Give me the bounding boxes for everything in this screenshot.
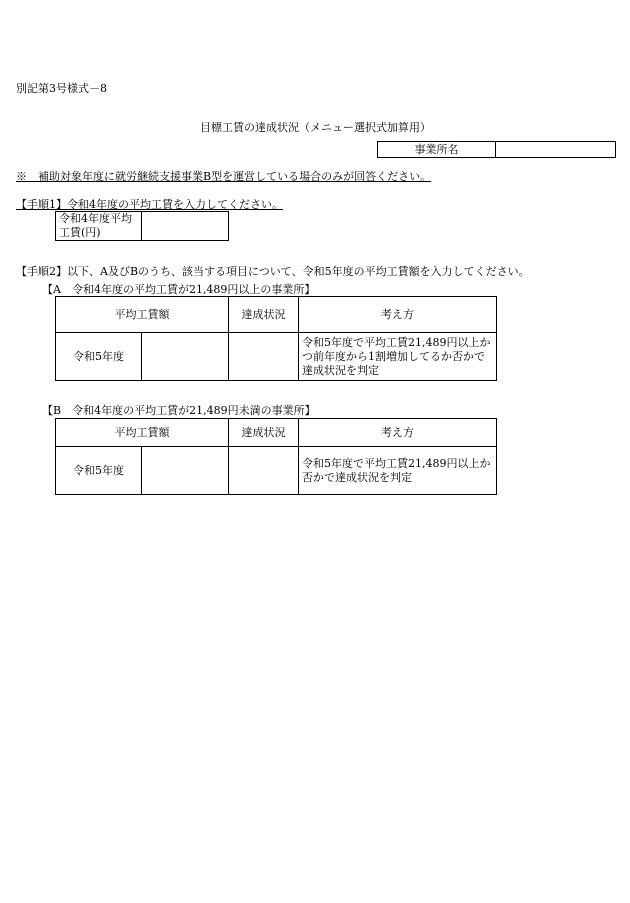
section-b-method-text: 令和5年度で平均工賃21,489円以上か否かで達成状況を判定 [299,447,497,495]
section-a-title: 【A 令和4年度の平均工賃が21,489円以上の事業所】 [42,283,316,296]
office-name-table [377,141,616,158]
step1-label: 令和4年度平均工賃(円) [56,212,142,241]
section-b-table [55,418,497,495]
office-name-label: 事業所名 [378,142,496,158]
section-b-header-wage: 平均工賃額 [56,419,229,447]
step1-heading: 【手順1】令和4年度の平均工賃を入力してください。 [16,198,283,211]
section-a-row-label: 令和5年度 [56,333,142,381]
section-b-header-method: 考え方 [299,419,497,447]
office-name-field[interactable] [496,142,616,158]
section-a-header-wage: 平均工賃額 [56,297,229,333]
section-b-row-label: 令和5年度 [56,447,142,495]
section-b-status-cell [229,447,299,495]
section-a-method-text: 令和5年度で平均工賃21,489円以上かつ前年度から1割増加してるか否かで達成状況を判定 [299,333,497,381]
step2-heading: 【手順2】以下、A及びBのうち、該当する項目について、令和5年度の平均工賃額を入力してください。 [16,265,530,278]
notice-text: ※ 補助対象年度に就労継続支援事業B型を運営している場合のみが回答ください。 [16,170,432,183]
section-a-header-status: 達成状況 [229,297,299,333]
section-a-status-cell [229,333,299,381]
form-id: 別記第3号様式－8 [16,82,107,95]
section-b-wage-input[interactable] [142,447,229,495]
step1-wage-input[interactable] [142,212,229,241]
document-title: 目標工賃の達成状況（メニュー選択式加算用） [200,121,431,134]
section-a-table [55,296,497,381]
section-b-header-status: 達成状況 [229,419,299,447]
step1-table [55,211,229,241]
section-b-title: 【B 令和4年度の平均工賃が21,489円未満の事業所】 [42,404,316,417]
section-a-wage-input[interactable] [142,333,229,381]
section-a-header-method: 考え方 [299,297,497,333]
